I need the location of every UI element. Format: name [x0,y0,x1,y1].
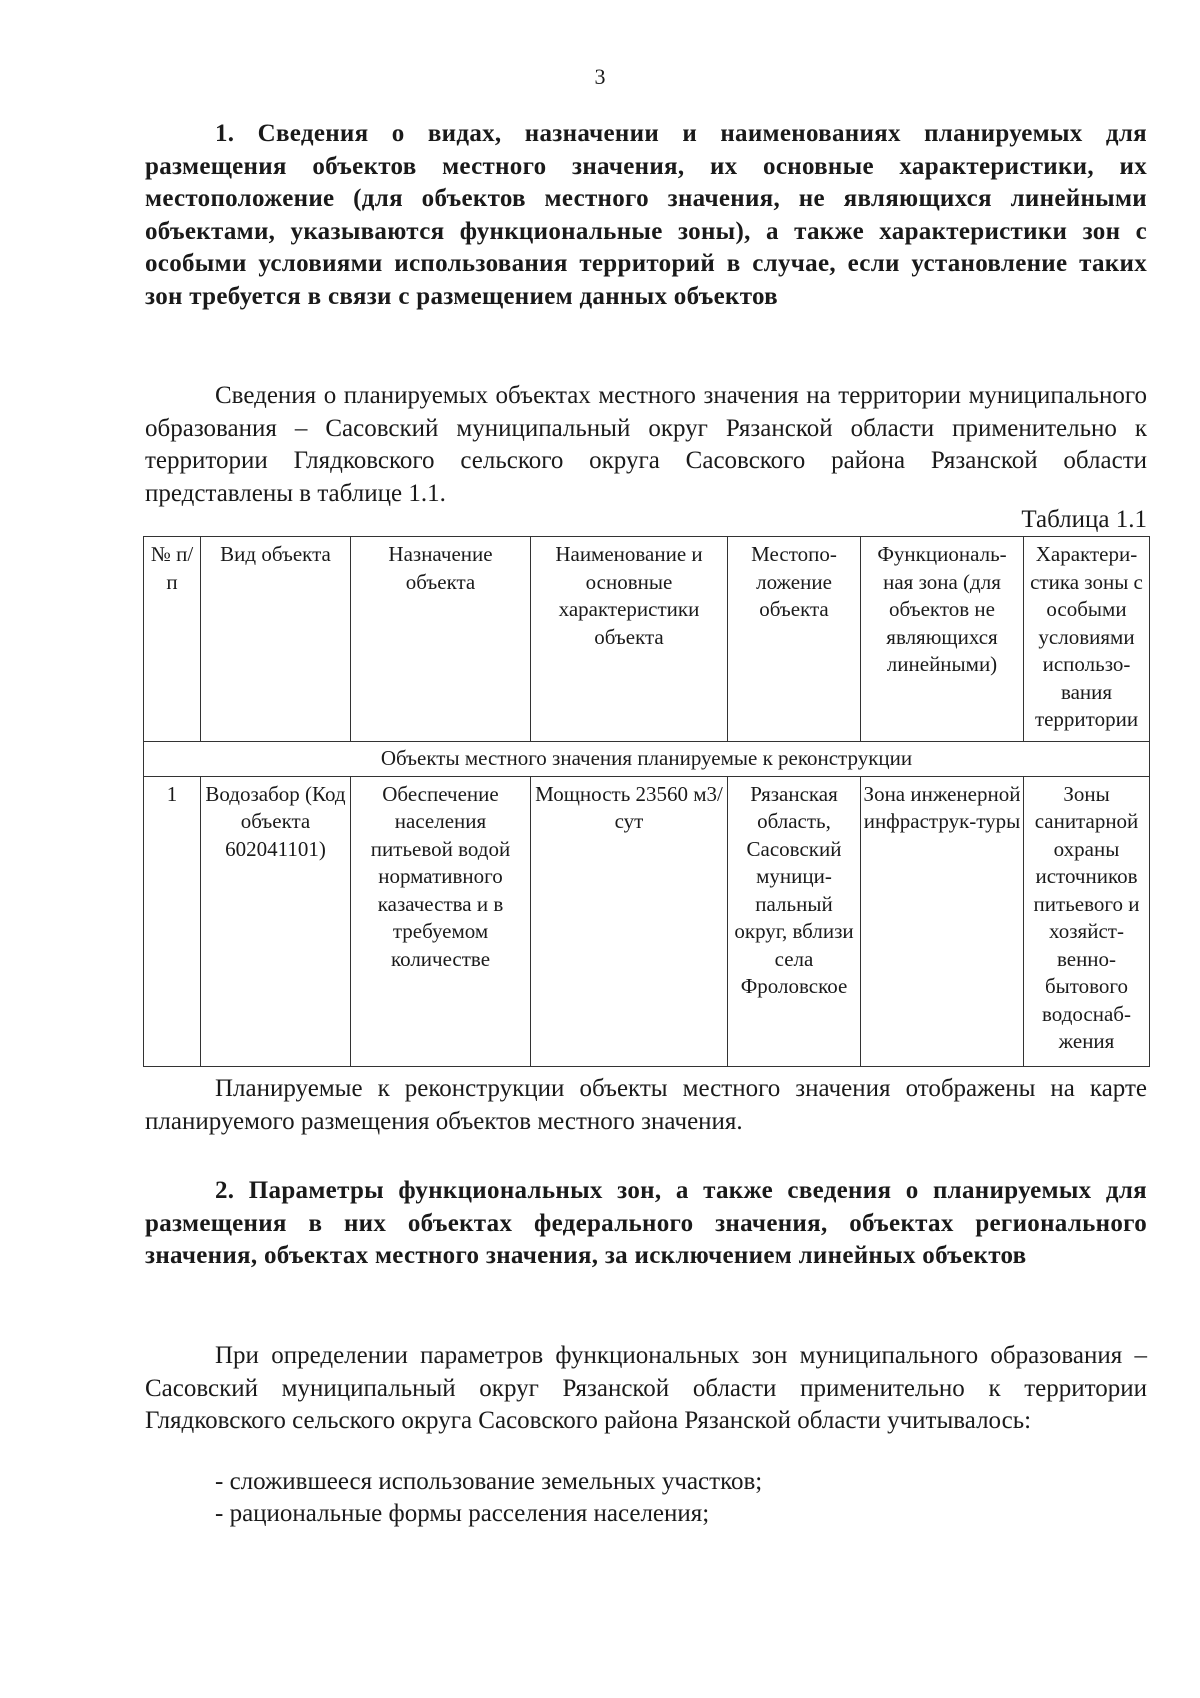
header-kind: Вид объекта [201,537,351,742]
cell-purpose: Обеспечение населения питьевой водой нормативного казачества и в требуемом количестве [351,776,531,1066]
list-item: - сложившееся использование земельных участков; [215,1468,763,1495]
section-2-heading: 2. Параметры функциональных зон, а также сведения о планируемых для размещения в них объектах федерального значения, объектах регионального значения, объектах местного значения, за исключением линейных объектов [145,1177,1147,1269]
section-title: Объекты местного значения планируемые к реконструкции [144,742,1150,777]
header-purpose: Назначение объекта [351,537,531,742]
section-1-intro: Сведения о планируемых объектах местного значения на территории муниципального образования – Сасовский муниципальный округ Рязанской области применительно к территории Глядковского сельского округа Сасовского района Рязанской области представлены в таблице 1.1. [145,382,1147,507]
header-location: Местопо-ложение объекта [728,537,861,742]
table-caption: Таблица 1.1 [1021,506,1147,533]
cell-kind: Водозабор (Код объекта 602041101) [201,776,351,1066]
after-table-text: Планируемые к реконструкции объекты местного значения отображены на карте планируемого размещения объектов местного значения. [145,1075,1147,1135]
header-name: Наименование и основные характеристики объекта [531,537,728,742]
list-item: - рациональные формы расселения населения; [215,1500,710,1527]
header-num: № п/п [144,537,201,742]
cell-zone: Зона инженерной инфраструк-туры [861,776,1024,1066]
section-1-heading: 1. Сведения о видах, назначении и наименованиях планируемых для размещения объектов местного значения, их основные характеристики, их местоположение (для объектов местного значения, не являющихся линейными объектами, указываются функциональные зоны), а также характеристики зон с особыми условиями использования территорий в случае, если установление таких зон требуется в связи с размещением данных объектов [145,120,1147,310]
table-header-row [144,537,1150,742]
cell-name: Мощность 23560 м3/сут [531,776,728,1066]
header-special-zone: Характери-стика зоны с особыми условиями использо-вания территории [1024,537,1150,742]
table-row [144,776,1150,1066]
table-section-row [144,742,1150,777]
cell-location: Рязанская область, Сасовский муници-пальный округ, вблизи села Фроловское [728,776,861,1066]
page-number: 3 [594,64,606,89]
objects-table [143,536,1150,1067]
section-2-intro: При определении параметров функциональных зон муниципального образования – Сасовский муниципальный округ Рязанской области применительно к территории Глядковского сельского округа Сасовского района Рязанской области учитывалось: [145,1342,1147,1434]
cell-num: 1 [144,776,201,1066]
cell-special-zone: Зоны санитарной охраны источников питьевого и хозяйст-венно-бытового водоснаб-жения [1024,776,1150,1066]
header-zone: Функциональ-ная зона (для объектов не являющихся линейными) [861,537,1024,742]
